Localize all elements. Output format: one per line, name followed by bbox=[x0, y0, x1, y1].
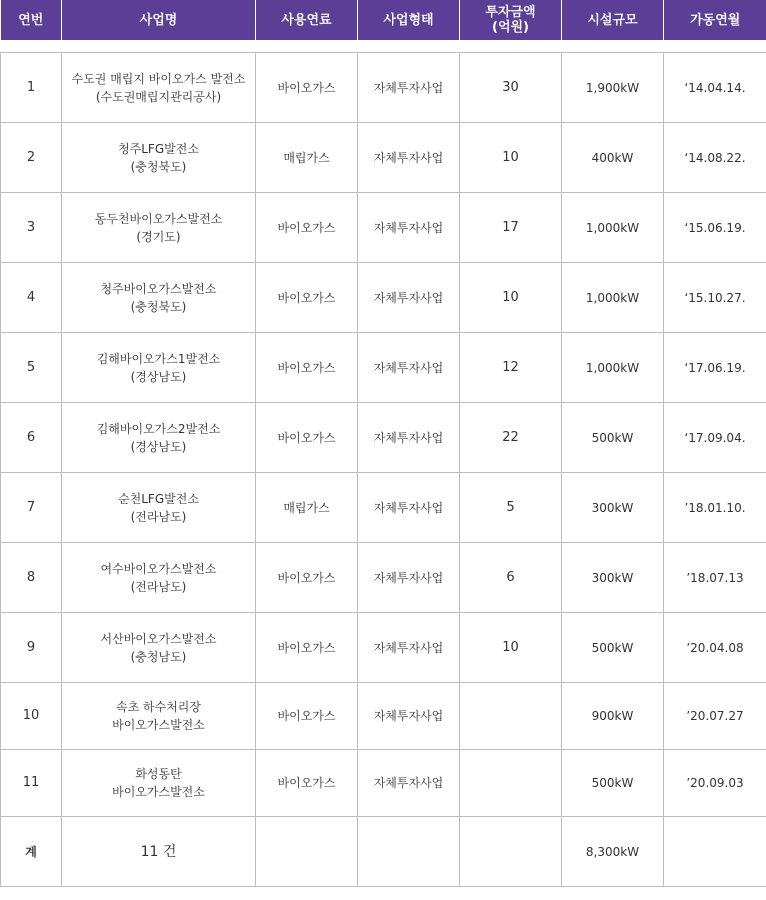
header-investment-line1: 투자금액 bbox=[485, 5, 536, 20]
cell-no: 11 bbox=[1, 750, 62, 817]
total-fuel-empty bbox=[256, 817, 358, 887]
cell-capacity: 1,900kW bbox=[562, 53, 664, 123]
cell-name bbox=[62, 123, 256, 193]
table-header bbox=[1, 0, 766, 40]
plant-owner: (경기도) bbox=[136, 229, 181, 244]
cell-capacity: 400kW bbox=[562, 123, 664, 193]
table-row bbox=[1, 683, 766, 750]
cell-type: 자체투자사업 bbox=[358, 123, 460, 193]
cell-type: 자체투자사업 bbox=[358, 473, 460, 543]
cell-investment: 10 bbox=[460, 123, 562, 193]
table-row bbox=[1, 123, 766, 193]
total-count: 11 건 bbox=[62, 817, 256, 887]
cell-fuel: 바이오가스 bbox=[256, 263, 358, 333]
plant-name: 청주바이오가스발전소 bbox=[100, 281, 217, 296]
cell-investment: 6 bbox=[460, 543, 562, 613]
cell-investment: 30 bbox=[460, 53, 562, 123]
plant-name: 화성동탄 bbox=[135, 767, 182, 781]
cell-fuel: 바이오가스 bbox=[256, 403, 358, 473]
cell-type: 자체투자사업 bbox=[358, 193, 460, 263]
cell-investment: 22 bbox=[460, 403, 562, 473]
cell-date: ‘17.09.04. bbox=[664, 403, 766, 473]
cell-date: ‘14.08.22. bbox=[664, 123, 766, 193]
cell-capacity: 500kW bbox=[562, 403, 664, 473]
table-row bbox=[1, 403, 766, 473]
cell-investment bbox=[460, 683, 562, 750]
cell-name bbox=[62, 683, 256, 750]
cell-no: 4 bbox=[1, 263, 62, 333]
plant-name: 여수바이오가스발전소 bbox=[100, 561, 217, 576]
total-label: 계 bbox=[1, 817, 62, 887]
table-row bbox=[1, 543, 766, 613]
cell-investment: 12 bbox=[460, 333, 562, 403]
total-type-empty bbox=[358, 817, 460, 887]
plant-owner: 바이오가스발전소 bbox=[112, 718, 205, 732]
total-row bbox=[1, 817, 766, 887]
header-spacer bbox=[1, 40, 766, 53]
cell-name bbox=[62, 473, 256, 543]
table-row bbox=[1, 333, 766, 403]
cell-no: 10 bbox=[1, 683, 62, 750]
cell-date: ‘15.10.27. bbox=[664, 263, 766, 333]
plant-owner: 바이오가스발전소 bbox=[112, 785, 205, 799]
cell-capacity: 500kW bbox=[562, 613, 664, 683]
plant-owner: (경상남도) bbox=[130, 369, 187, 384]
cell-fuel: 바이오가스 bbox=[256, 333, 358, 403]
cell-fuel: 바이오가스 bbox=[256, 750, 358, 817]
table-row bbox=[1, 750, 766, 817]
cell-fuel: 바이오가스 bbox=[256, 193, 358, 263]
cell-fuel: 바이오가스 bbox=[256, 683, 358, 750]
plant-name: 순천LFG발전소 bbox=[118, 491, 199, 506]
table-row bbox=[1, 263, 766, 333]
cell-date: ‘15.06.19. bbox=[664, 193, 766, 263]
table-body bbox=[1, 40, 766, 887]
table-row bbox=[1, 53, 766, 123]
plant-owner: (충청북도) bbox=[130, 299, 187, 314]
plant-owner: (충청북도) bbox=[130, 159, 187, 174]
plant-owner: (수도권매립지관리공사) bbox=[95, 89, 222, 104]
cell-name bbox=[62, 193, 256, 263]
cell-name bbox=[62, 53, 256, 123]
plant-name: 속초 하수처리장 bbox=[116, 700, 201, 714]
header-capacity: 시설규모 bbox=[562, 0, 664, 40]
cell-name bbox=[62, 263, 256, 333]
cell-investment bbox=[460, 750, 562, 817]
cell-type: 자체투자사업 bbox=[358, 53, 460, 123]
cell-investment: 10 bbox=[460, 263, 562, 333]
cell-investment: 10 bbox=[460, 613, 562, 683]
cell-date: ’20.07.27 bbox=[664, 683, 766, 750]
cell-name bbox=[62, 333, 256, 403]
plant-name: 김해바이오가스2발전소 bbox=[96, 421, 221, 436]
cell-type: 자체투자사업 bbox=[358, 543, 460, 613]
header-type: 사업형태 bbox=[358, 0, 460, 40]
table-row bbox=[1, 613, 766, 683]
cell-fuel: 바이오가스 bbox=[256, 613, 358, 683]
cell-fuel: 매립가스 bbox=[256, 123, 358, 193]
header-fuel: 사용연료 bbox=[256, 0, 358, 40]
cell-no: 2 bbox=[1, 123, 62, 193]
cell-type: 자체투자사업 bbox=[358, 750, 460, 817]
cell-name bbox=[62, 543, 256, 613]
header-investment bbox=[460, 0, 562, 40]
plant-name: 서산바이오가스발전소 bbox=[100, 631, 217, 646]
plant-owner: (전라남도) bbox=[130, 509, 187, 524]
cell-type: 자체투자사업 bbox=[358, 263, 460, 333]
cell-capacity: 1,000kW bbox=[562, 263, 664, 333]
cell-date: ‘14.04.14. bbox=[664, 53, 766, 123]
cell-capacity: 300kW bbox=[562, 543, 664, 613]
cell-no: 9 bbox=[1, 613, 62, 683]
total-investment-empty bbox=[460, 817, 562, 887]
total-date-empty bbox=[664, 817, 766, 887]
cell-name bbox=[62, 613, 256, 683]
header-no: 연번 bbox=[1, 0, 62, 40]
plant-name: 수도권 매립지 바이오가스 발전소 bbox=[71, 71, 246, 86]
cell-capacity: 300kW bbox=[562, 473, 664, 543]
cell-date: ’18.01.10. bbox=[664, 473, 766, 543]
cell-type: 자체투자사업 bbox=[358, 683, 460, 750]
total-capacity: 8,300kW bbox=[562, 817, 664, 887]
cell-fuel: 매립가스 bbox=[256, 473, 358, 543]
cell-type: 자체투자사업 bbox=[358, 333, 460, 403]
cell-name bbox=[62, 750, 256, 817]
cell-investment: 5 bbox=[460, 473, 562, 543]
table-row bbox=[1, 193, 766, 263]
header-investment-line2: (억원) bbox=[492, 20, 529, 35]
plant-name: 김해바이오가스1발전소 bbox=[96, 351, 221, 366]
cell-fuel: 바이오가스 bbox=[256, 543, 358, 613]
header-row bbox=[1, 0, 766, 40]
cell-date: ’20.09.03 bbox=[664, 750, 766, 817]
cell-no: 3 bbox=[1, 193, 62, 263]
cell-date: ’18.07.13 bbox=[664, 543, 766, 613]
cell-type: 자체투자사업 bbox=[358, 613, 460, 683]
cell-no: 7 bbox=[1, 473, 62, 543]
table-row bbox=[1, 473, 766, 543]
plant-owner: (충청남도) bbox=[130, 649, 187, 664]
cell-capacity: 500kW bbox=[562, 750, 664, 817]
cell-date: ‘17.06.19. bbox=[664, 333, 766, 403]
plant-name: 동두천바이오가스발전소 bbox=[94, 211, 223, 226]
cell-type: 자체투자사업 bbox=[358, 403, 460, 473]
header-name: 사업명 bbox=[62, 0, 256, 40]
header-date: 가동연월 bbox=[664, 0, 766, 40]
cell-no: 5 bbox=[1, 333, 62, 403]
cell-no: 6 bbox=[1, 403, 62, 473]
plant-name: 청주LFG발전소 bbox=[118, 141, 199, 156]
cell-capacity: 1,000kW bbox=[562, 193, 664, 263]
plant-owner: (전라남도) bbox=[130, 579, 187, 594]
plant-owner: (경상남도) bbox=[130, 439, 187, 454]
cell-name bbox=[62, 403, 256, 473]
cell-no: 1 bbox=[1, 53, 62, 123]
cell-investment: 17 bbox=[460, 193, 562, 263]
cell-date: ’20.04.08 bbox=[664, 613, 766, 683]
cell-capacity: 1,000kW bbox=[562, 333, 664, 403]
cell-fuel: 바이오가스 bbox=[256, 53, 358, 123]
cell-no: 8 bbox=[1, 543, 62, 613]
cell-capacity: 900kW bbox=[562, 683, 664, 750]
